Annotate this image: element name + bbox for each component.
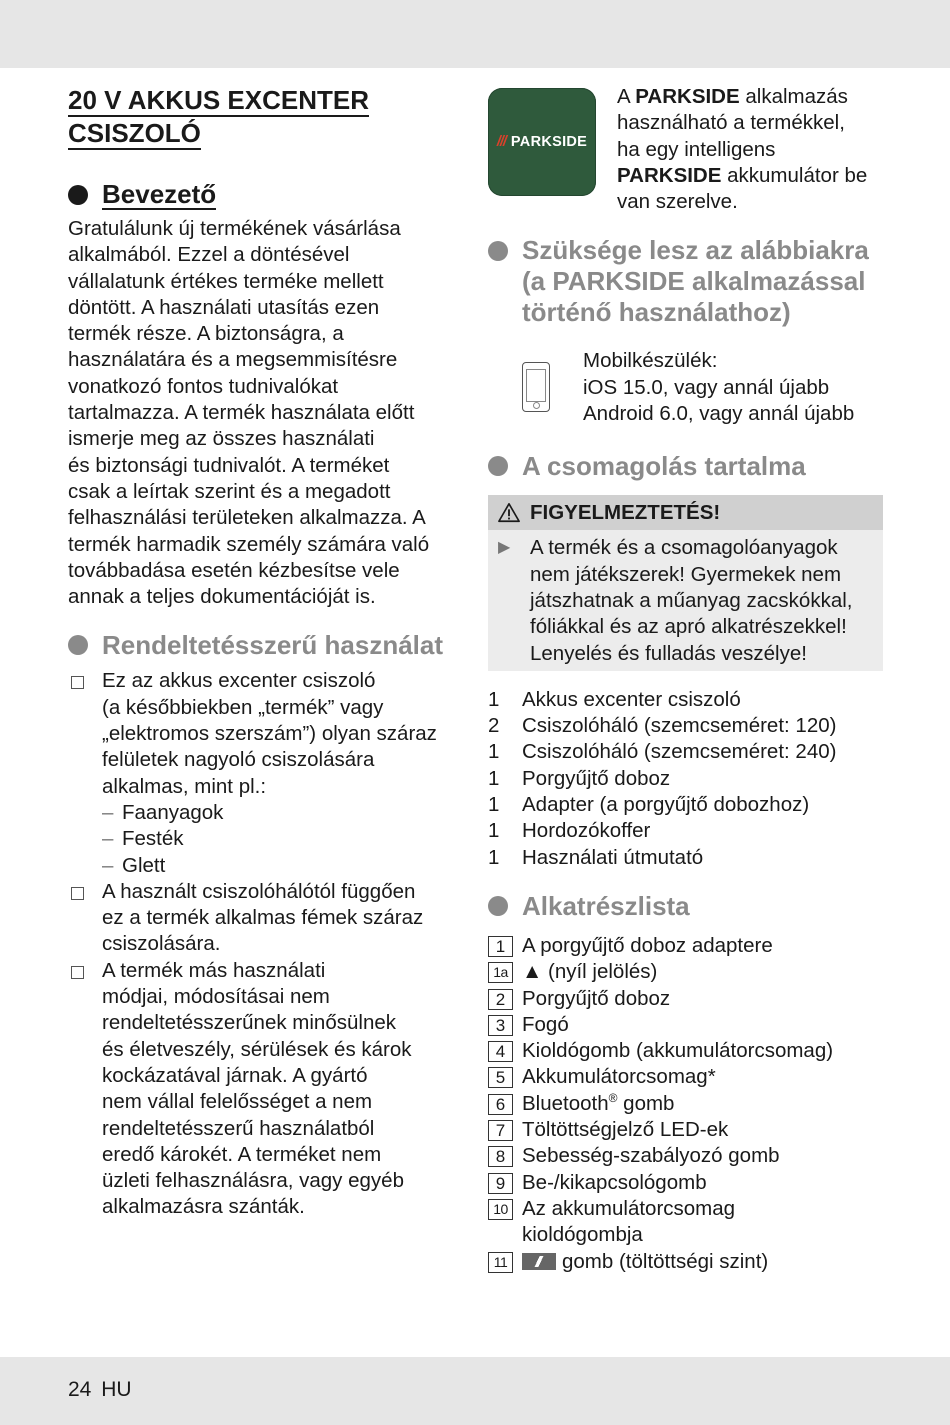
list-item: 1 Adapter (a porgyűjtő dobozhoz) <box>488 793 810 817</box>
right-column <box>488 84 883 1275</box>
list-item: 2 Csiszolóháló (szemcseméret: 120) <box>488 714 837 738</box>
header-band <box>0 0 950 68</box>
list-item-intended-use-2: A használt csiszolóhálótól függően ez a termék alkalmas fémek száraz csiszolására. <box>68 879 458 958</box>
list-item-intended-use-3: A termék más használati módjai, módosításai nem rendeltetésszerűnek minősülnek és életveszély, sérülések és károk kockázatával járnak. A gyártó nem vállal felelősséget a nem rendeltetésszerű használatból eredő károkét. A terméket nem üzleti felhasználásra, vagy egyéb alkalmazásra szánták. <box>68 958 458 1221</box>
section-heading-package: A csomagolás tartalma <box>488 451 883 481</box>
intro-paragraph: Gratulálunk új termékének vásárlása alkalmából. Ezzel a döntésével vállalatunk értékes terméke mellett döntött. A használati utasítás ezen termék része. A biztonságra, a használatára és a megsemmisítésre vonatkozó fontos tudnivalókat tartalmazza. A termék használata előtt ismerje meg az összes használati és biztonsági tudnivalót. A terméket csak a leírtak szerint és a megadott felhasználási területeken alkalmazza. A termék harmadik személy számára való továbbadása esetén kézbesítse vele annak a teljes dokumentációját is. <box>68 217 430 609</box>
warning-text: ▶ A termék és a csomagolóanyagok nem játékszerek! Gyermekek nem játszhatnak a műanyag zacskókkal, fóliákkal és az apró alkatrészekkel! Lenyelés és fulladás veszélye! <box>488 530 883 670</box>
arrow-right-icon: ▶ <box>498 539 511 557</box>
dash-icon: – <box>102 800 114 824</box>
list-subitem: – Festék <box>68 826 458 852</box>
package-contents-list <box>488 687 883 871</box>
part-item-5: 5 Akkumulátorcsomag* <box>488 1064 883 1090</box>
list-item-intended-use-1: Ez az akkus excenter csiszoló (a későbbiekben „termék” vagy „elektromos szerszám”) olyan száraz felületek nagyoló csiszolására alkalmas, mint pl.: <box>68 668 458 799</box>
part-item-10: 10 Az akkumulátorcsomag kioldógombja <box>488 1196 883 1249</box>
list-item: 1 Hordozókoffer <box>488 819 651 843</box>
parkside-app-logo-icon: /// PARKSIDE <box>488 88 596 196</box>
bullet-dot-icon <box>68 635 88 655</box>
checkbox-bullet-icon <box>68 668 102 799</box>
part-item-7: 7 Töltöttségjelző LED-ek <box>488 1117 883 1143</box>
battery-charge-icon <box>522 1253 556 1270</box>
part-item-9: 9 Be-/kikapcsológomb <box>488 1170 883 1196</box>
part-item-8: 8 Sebesség-szabályozó gomb <box>488 1143 883 1169</box>
smartphone-icon <box>522 362 550 412</box>
bullet-dot-icon <box>488 241 508 261</box>
section-heading-parts: Alkatrészlista <box>488 891 883 921</box>
bullet-dot-icon <box>488 456 508 476</box>
device-requirements: Mobilkészülék: iOS 15.0, vagy annál újabb Android 6.0, vagy annál újabb <box>488 348 883 427</box>
list-item: 1 Porgyűjtő doboz <box>488 766 671 790</box>
warning-box <box>488 495 883 670</box>
part-item-3: 3 Fogó <box>488 1012 883 1038</box>
checkbox-bullet-icon <box>68 879 102 958</box>
dash-icon: – <box>102 827 114 851</box>
list-subitem: – Glett <box>68 853 458 879</box>
part-item-4: 4 Kioldógomb (akkumulátorcsomag) <box>488 1038 883 1064</box>
app-info <box>488 84 883 215</box>
list-item: 1 Használati útmutató <box>488 845 704 869</box>
part-item-1: 1 A porgyűjtő doboz adaptere <box>488 933 883 959</box>
list-subitem: – Faanyagok <box>68 800 458 826</box>
checkbox-bullet-icon <box>68 958 102 1221</box>
section-heading-intro: Bevezető <box>68 180 458 210</box>
bullet-dot-icon <box>488 896 508 916</box>
arrow-up-icon: ▲ <box>522 960 543 984</box>
list-item: 1 Csiszolóháló (szemcseméret: 240) <box>488 740 837 764</box>
part-item-6: 6 Bluetooth® gomb <box>488 1091 883 1117</box>
page-footer: 24 HU <box>68 1378 132 1401</box>
warning-header: FIGYELMEZTETÉS! <box>488 495 883 530</box>
title-line-1: 20 V AKKUS EXCENTER <box>68 85 369 115</box>
left-column <box>68 84 458 1221</box>
part-item-11: 11 gomb (töltöttségi szint) <box>488 1249 883 1275</box>
warning-triangle-icon <box>498 502 520 524</box>
footer-band <box>0 1357 950 1425</box>
title-line-2: CSISZOLÓ <box>68 118 201 148</box>
bullet-dot-icon <box>68 185 88 205</box>
part-item-1a: 1a ▲ (nyíl jelölés) <box>488 959 883 985</box>
parts-list <box>488 933 883 1275</box>
list-item: 1 Akkus excenter csiszoló <box>488 687 741 711</box>
app-description: A PARKSIDE alkalmazás használható a termékkel, ha egy intelligens PARKSIDE akkumulátor be van szerelve. <box>617 85 868 214</box>
part-item-2: 2 Porgyűjtő doboz <box>488 986 883 1012</box>
dash-icon: – <box>102 853 114 877</box>
section-heading-intended-use: Rendeltetésszerű használat <box>68 630 458 660</box>
section-heading-requirements: Szüksége lesz az alábbiakra (a PARKSIDE alkalmazással történő használathoz) <box>488 235 883 328</box>
document-title <box>68 84 458 150</box>
